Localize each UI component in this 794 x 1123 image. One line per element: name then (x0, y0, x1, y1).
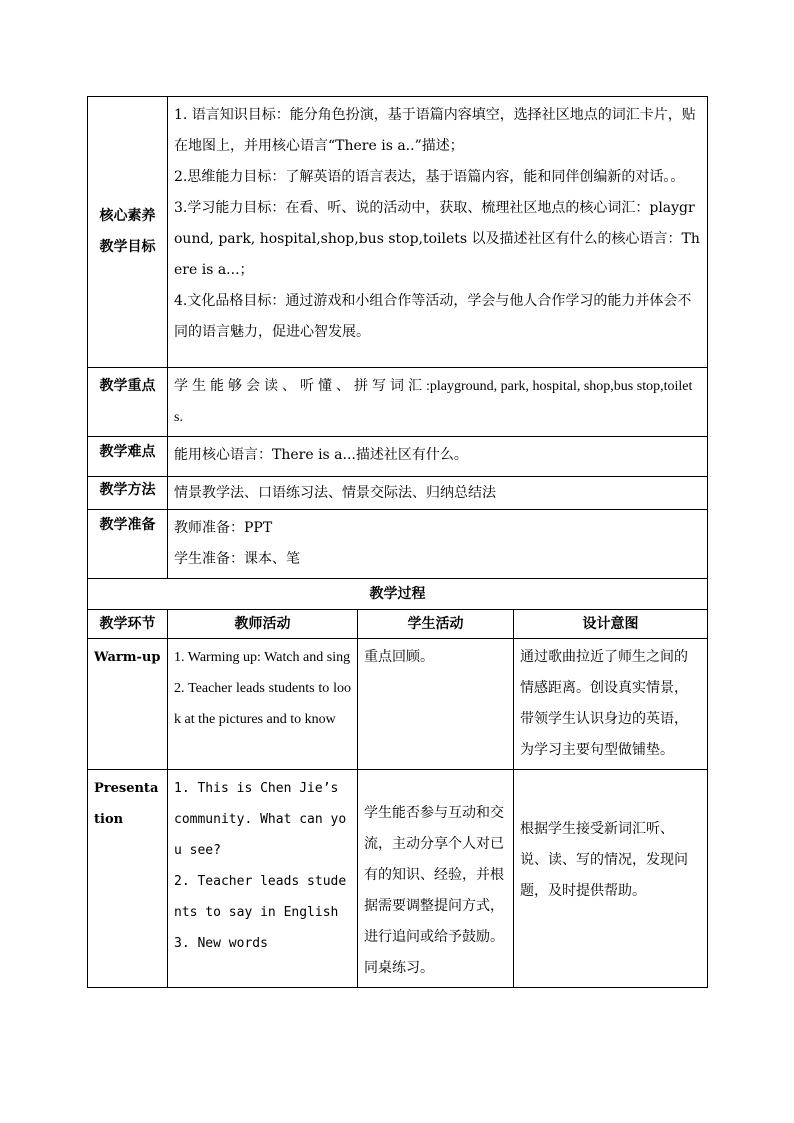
prep-student: 学生准备：课本、笔 (174, 551, 300, 567)
core-goals-label-line2: 教学目标 (99, 239, 156, 255)
key-points-content (168, 368, 708, 437)
header-stage: 教学环节 (88, 610, 168, 639)
process-title: 教学过程 (88, 579, 708, 610)
goal-item: 2.思维能力目标：了解英语的语言表达，基于语篇内容，能和同伴创编新的对话。。 (174, 169, 685, 185)
warmup-teacher-line: 1. Warming up: Watch and sing (174, 650, 351, 665)
warmup-intent: 通过歌曲拉近了师生之间的情感距离。创设真实情景，带领学生认识身边的英语，为学习主要句型做铺垫。 (514, 639, 708, 770)
process-header-row (88, 610, 708, 639)
key-points-row (88, 368, 708, 437)
difficulty-row (88, 437, 708, 477)
difficulty-content: 能用核心语言：There is a...描述社区有什么。 (168, 437, 708, 477)
header-teacher: 教师活动 (168, 610, 358, 639)
key-points-text-cn: 学生能够会读、听懂、拼写词汇 (174, 378, 426, 394)
goal-item: 3.学习能力目标：在看、听、说的活动中，获取、梳理社区地点的核心词汇：playground, park, hospital,shop,bus stop,toilets 以及描述社区有什么的核心语言：There is a...； (174, 200, 700, 278)
difficulty-label: 教学难点 (88, 437, 168, 477)
presentation-student-line: 学生能否参与互动和交流，主动分享个人对已有的知识、经验，并根据需要调整提问方式，进行追问或给予鼓励。 (364, 805, 504, 945)
core-goals-row (88, 97, 708, 368)
key-points-text-en: :playground, park, hospital, shop,bus stop,toilets. (174, 379, 693, 425)
method-label: 教学方法 (88, 477, 168, 510)
method-content: 情景教学法、口语练习法、情景交际法、归纳总结法 (168, 477, 708, 510)
presentation-teacher (168, 770, 358, 988)
presentation-teacher-line: 2. Teacher leads students to say in English (174, 874, 347, 920)
presentation-row (88, 770, 708, 988)
key-points-label: 教学重点 (88, 368, 168, 437)
prep-content (168, 510, 708, 579)
header-student: 学生活动 (358, 610, 514, 639)
presentation-student-line: 同桌练习。 (364, 960, 434, 976)
prep-teacher: 教师准备：PPT (174, 520, 273, 536)
warmup-stage: Warm-up (88, 639, 168, 770)
core-goals-label-line1: 核心素养 (99, 208, 156, 224)
prep-label: 教学准备 (88, 510, 168, 579)
method-row (88, 477, 708, 510)
warmup-student: 重点回顾。 (358, 639, 514, 770)
lesson-plan-table (87, 96, 708, 988)
prep-row (88, 510, 708, 579)
process-title-row (88, 579, 708, 610)
warmup-row (88, 639, 708, 770)
core-goals-label (88, 97, 168, 368)
goal-item: 1. 语言知识目标：能分角色扮演，基于语篇内容填空，选择社区地点的词汇卡片，贴在地图上，并用核心语言“There is a..”描述； (174, 107, 696, 154)
presentation-stage: Presentation (88, 770, 168, 988)
warmup-teacher (168, 639, 358, 770)
presentation-intent: 根据学生接受新词汇听、说、读、写的情况，发现问题，及时提供帮助。 (514, 770, 708, 988)
warmup-teacher-line: 2. Teacher leads students to look at the pictures and to know (174, 681, 351, 727)
presentation-student (358, 770, 514, 988)
goal-item: 4.文化品格目标：通过游戏和小组合作等活动，学会与他人合作学习的能力并体会不同的语言魅力，促进心智发展。 (174, 293, 692, 340)
presentation-teacher-line: 1. This is Chen Jie’s community. What can you see? (174, 781, 347, 858)
header-intent: 设计意图 (514, 610, 708, 639)
core-goals-content (168, 97, 708, 368)
presentation-teacher-line: 3. New words (174, 936, 268, 951)
